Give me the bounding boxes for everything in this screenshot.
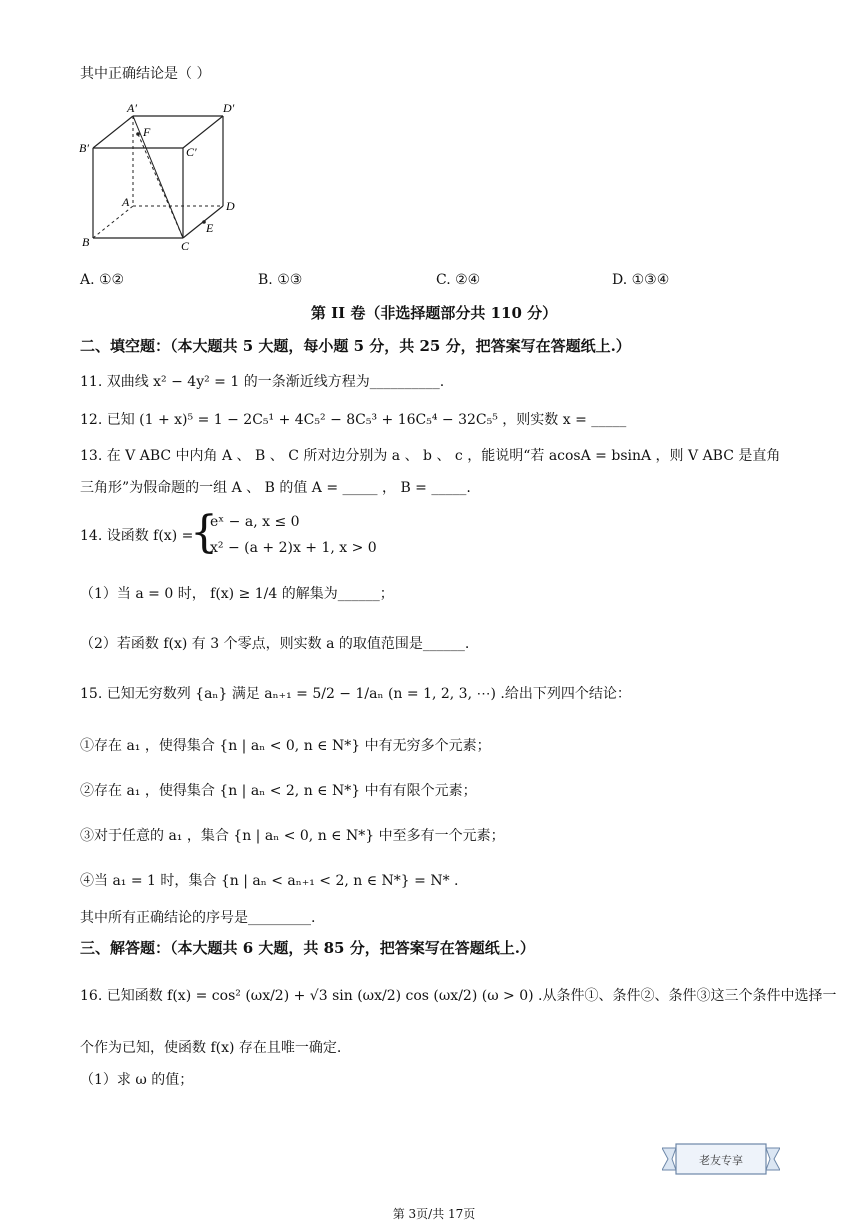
page-footer: 第 3页/共 17页 [392, 1207, 476, 1221]
option-d: D. ①③④ [612, 272, 670, 288]
label-B: B [82, 235, 90, 249]
label-B1: B′ [79, 141, 89, 155]
question-16-part1: （1）求 ω 的值； [80, 1072, 194, 1088]
label-F: F [143, 125, 151, 139]
label-D: D [226, 199, 235, 213]
label-C: C [181, 239, 190, 253]
question-15: 15. 已知无穷数列 {aₙ} 满足 aₙ₊₁ = 5/2 − 1/aₙ (n = 1, 2, 3, ⋯) .给出下列四个结论： [80, 686, 631, 702]
question-13-line1: 13. 在 V ABC 中内角 A 、 B 、 C 所对边分别为 a 、 b 、 c ，能说明“若 acosA = bsinA ，则 V ABC 是直角 [80, 448, 781, 464]
option-b: B. ①③ [258, 272, 303, 288]
question-15-item3: ③对于任意的 a₁ ，集合 {n | aₙ < 0, n ∈ N*} 中至多有一个元素； [80, 828, 505, 844]
question-15-end: 其中所有正确结论的序号是_________. [80, 910, 316, 926]
question-15-item4: ④当 a₁ = 1 时，集合 {n | aₙ < aₙ₊₁ < 2, n ∈ N*} = N* . [80, 873, 459, 889]
brace-icon: { [190, 507, 218, 558]
label-A: A [122, 195, 130, 209]
question-16-line1: 16. 已知函数 f(x) = cos² (ωx/2) + √3 sin (ωx/2) cos (ωx/2) (ω > 0) .从条件①、条件②、条件③这三个条件中选择一 [80, 988, 837, 1004]
label-D1: D′ [223, 101, 235, 115]
section3-heading: 三、解答题：（本大题共 6 大题，共 85 分，把答案写在答题纸上.） [80, 939, 535, 957]
question-12: 12. 已知 (1 + x)⁵ = 1 − 2C₅¹ + 4C₅² − 8C₅³ + 16C₅⁴ − 32C₅⁵ ，则实数 x = _____ [80, 412, 627, 428]
option-a: A. ①② [80, 272, 125, 288]
label-E: E [206, 221, 214, 235]
label-C1: C′ [186, 145, 197, 159]
question-tail-text: 其中正确结论是（ ） [80, 66, 211, 82]
label-A1: A′ [127, 101, 137, 115]
cube-diagram [78, 98, 248, 253]
question-11: 11. 双曲线 x² − 4y² = 1 的一条渐近线方程为__________. [80, 374, 445, 390]
question-14-case1: eˣ − a, x ≤ 0 [210, 514, 300, 530]
option-c: C. ②④ [436, 272, 481, 288]
part2-title: 第 II 卷（非选择题部分共 110 分） [310, 304, 558, 322]
stamp-text: 老友专享 [699, 1154, 743, 1167]
question-15-item2: ②存在 a₁ ，使得集合 {n | aₙ < 2, n ∈ N*} 中有有限个元素； [80, 783, 477, 799]
ribbon-stamp [662, 1142, 780, 1176]
question-14: 14. 设函数 f(x) = [80, 528, 194, 544]
question-15-item1: ①存在 a₁ ，使得集合 {n | aₙ < 0, n ∈ N*} 中有无穷多个元素； [80, 738, 491, 754]
question-14-part2: （2）若函数 f(x) 有 3 个零点，则实数 a 的取值范围是______. [80, 636, 470, 652]
question-14-part1: （1）当 a = 0 时， f(x) ≥ 1/4 的解集为______； [80, 586, 394, 602]
question-16-line2: 个作为已知，使函数 f(x) 存在且唯一确定. [80, 1040, 342, 1056]
question-14-case2: x² − (a + 2)x + 1, x > 0 [210, 540, 377, 556]
question-13-line2: 三角形”为假命题的一组 A 、 B 的值 A = _____ ， B = _____. [80, 480, 471, 496]
section2-heading: 二、填空题：（本大题共 5 大题，每小题 5 分，共 25 分，把答案写在答题纸上.） [80, 337, 631, 355]
